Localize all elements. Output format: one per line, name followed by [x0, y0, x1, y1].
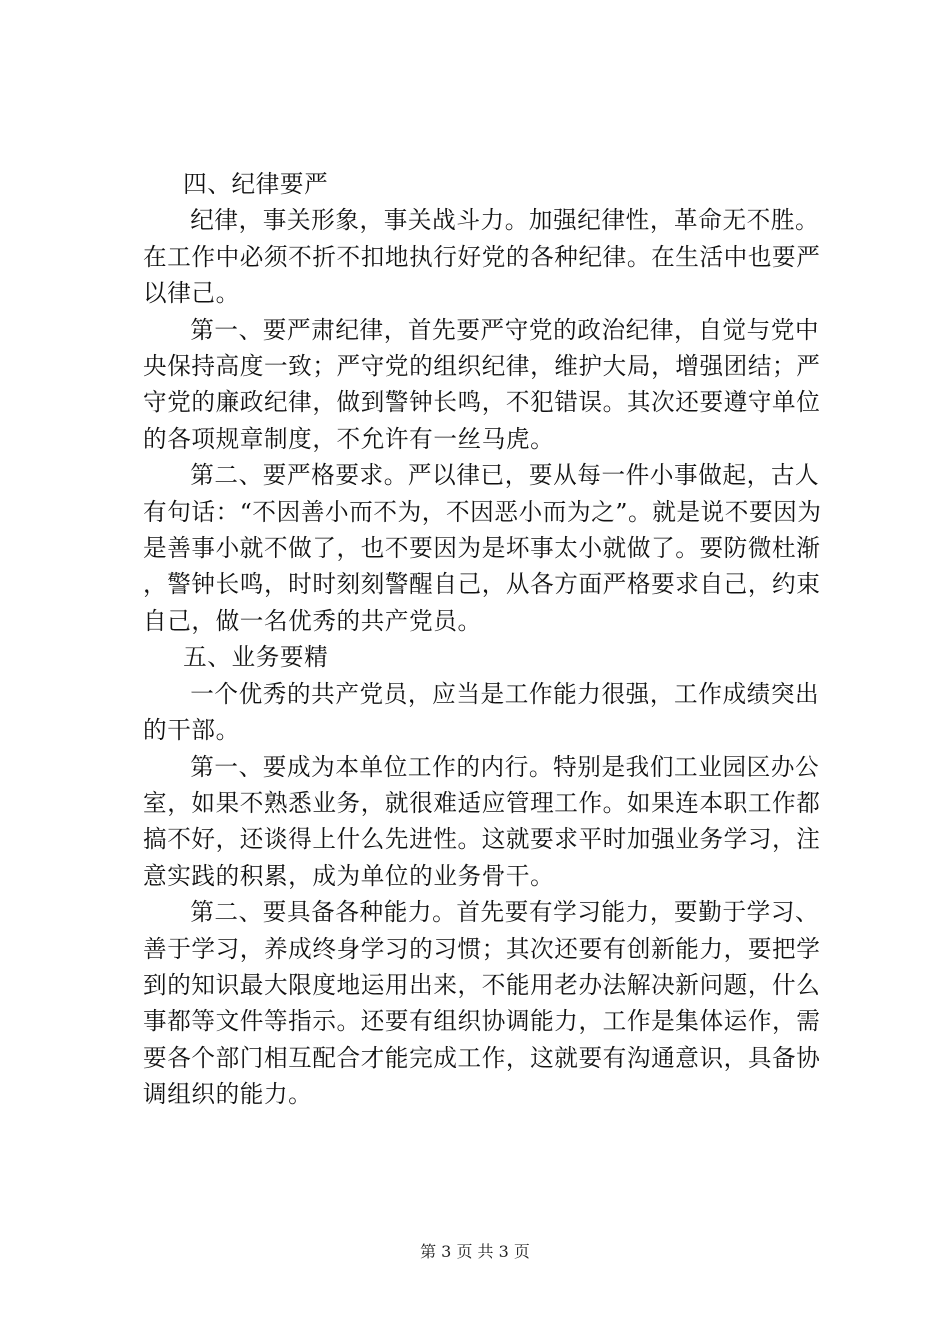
paragraph-business-second: 第二、要具备各种能力。首先要有学习能力，要勤于学习、善于学习，养成终身学习的习惯；其次还要有创新能力，要把学到的知识最大限度地运用出来，不能用老办法解决新问题，什么事都等文件等指示。还要有组织协调能力，工作是集体运作，需要各个部门相互配合才能完成工作，这就要有沟通意识，具备协调组织的能力。: [143, 898, 821, 1109]
section-heading-discipline: 四、纪律要严: [183, 170, 329, 198]
paragraph-business-first: 第一、要成为本单位工作的内行。特别是我们工业园区办公室，如果不熟悉业务，就很难适应管理工作。如果连本职工作都搞不好，还谈得上什么先进性。这就要求平时加强业务学习，注意实践的积累，成为单位的业务骨干。: [143, 752, 821, 890]
section-heading-business: 五、业务要精: [183, 643, 329, 672]
document-body: [143, 166, 834, 1113]
paragraph-discipline-first: 第一、要严肃纪律，首先要严守党的政治纪律，自觉与党中央保持高度一致；严守党的组织纪律，维护大局，增强团结；严守党的廉政纪律，做到警钟长鸣，不犯错误。其次还要遵守单位的各项规章制度，不允许有一丝马虎。: [143, 315, 821, 453]
paragraph-business-intro: 一个优秀的共产党员，应当是工作能力很强，工作成绩突出的干部。: [143, 679, 820, 745]
paragraph-discipline-intro: 纪律，事关形象，事关战斗力。加强纪律性，革命无不胜。在工作中必须不折不扣地执行好党的各种纪律。在生活中也要严以律己。: [143, 206, 821, 308]
paragraph-discipline-second: 第二、要严格要求。严以律已，要从每一件小事做起，古人有句话：“不因善小而不为，不因恶小而为之”。就是说不要因为是善事小就不做了，也不要因为是坏事太小就做了。要防微杜渐，警钟长鸣，时时刻刻警醒自己，从各方面严格要求自己，约束自己，做一名优秀的共产党员。: [143, 461, 822, 635]
page-footer: 第 3 页 共 3 页: [420, 1242, 530, 1261]
